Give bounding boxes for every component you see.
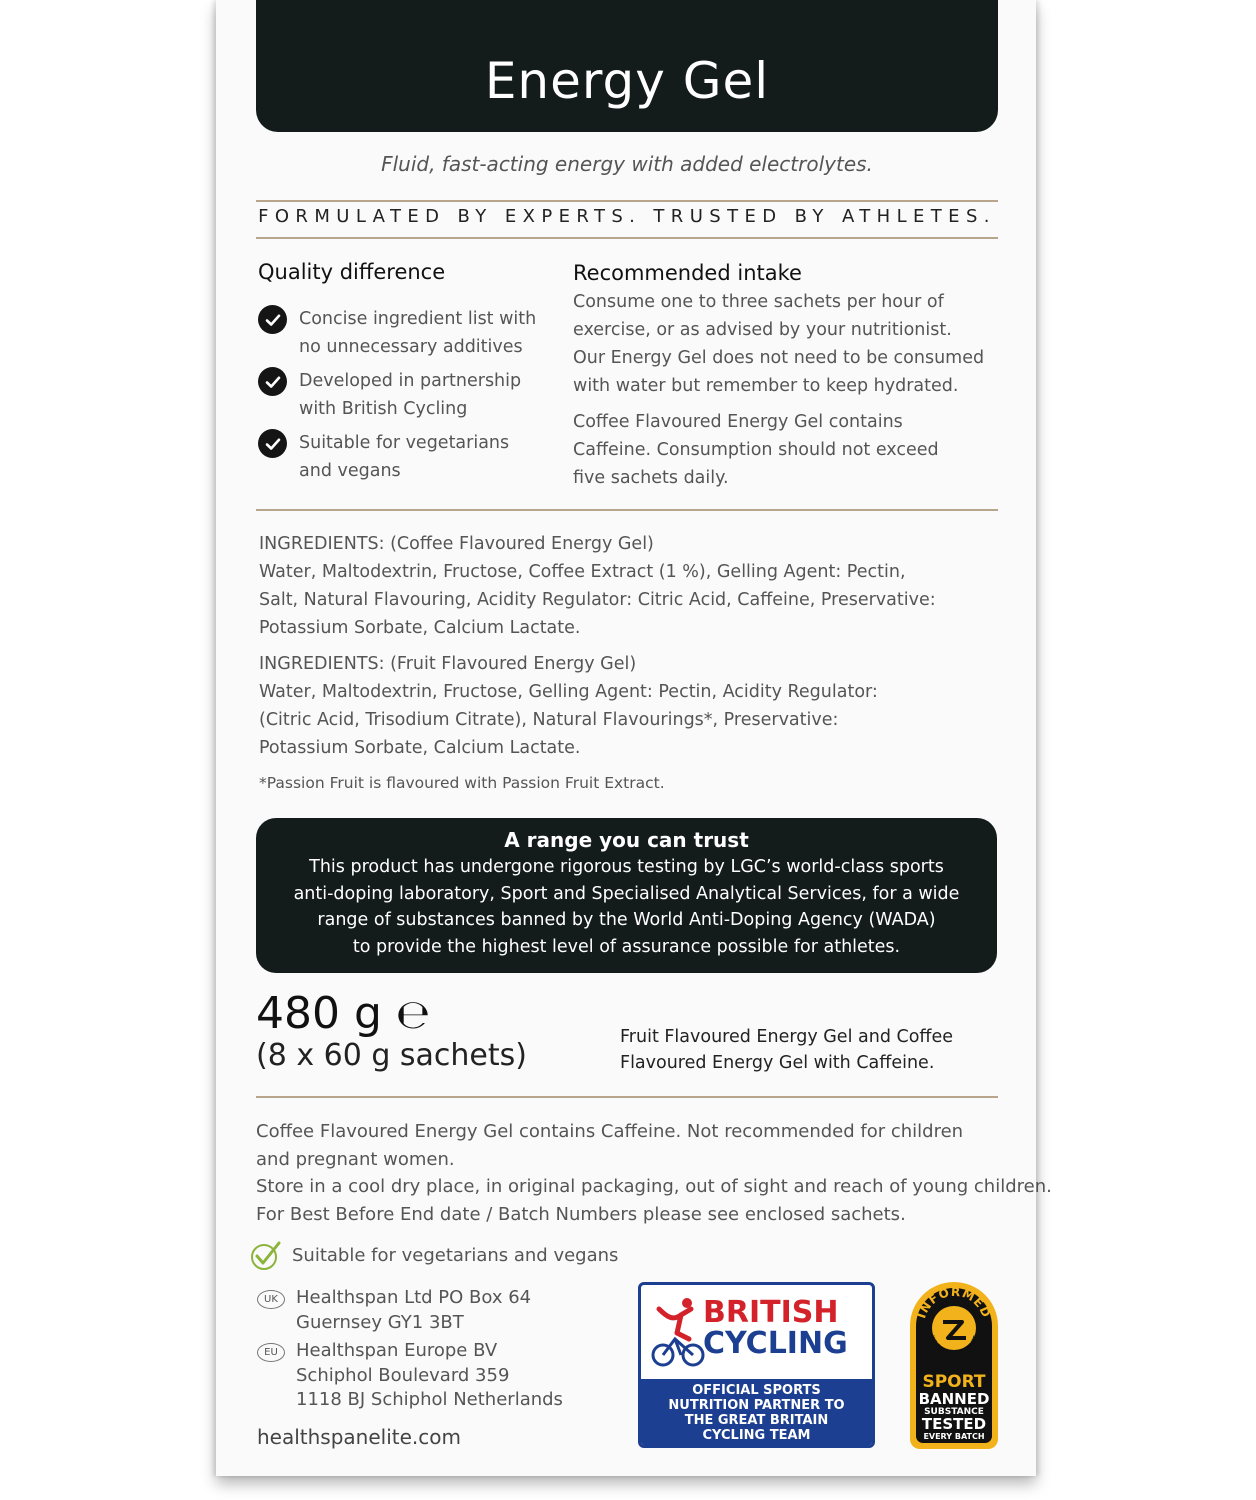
bc-line: CYCLING <box>703 1326 848 1361</box>
address-line: Schiphol Boulevard 359 <box>296 1364 510 1386</box>
bc-band-line: NUTRITION PARTNER TO <box>668 1398 845 1413</box>
sachet-count: (8 x 60 g sachets) <box>256 1038 527 1073</box>
variant-description <box>620 1024 953 1076</box>
british-cycling-badge <box>638 1282 875 1448</box>
intake-line: Consume one to three sachets per hour of <box>573 292 944 312</box>
informed-sport-emblem <box>910 1282 998 1372</box>
address-line: 1118 BJ Schiphol Netherlands <box>296 1389 563 1410</box>
intake-line: five sachets daily. <box>573 468 729 488</box>
veg-note: Suitable for vegetarians and vegans <box>292 1245 619 1266</box>
address-line: Guernsey GY1 3BT <box>296 1311 464 1333</box>
bc-band-line: OFFICIAL SPORTS <box>692 1383 821 1398</box>
quality-item-line: no unnecessary additives <box>299 337 523 357</box>
trust-body <box>256 854 997 960</box>
eu-address <box>296 1339 563 1413</box>
trust-line: anti-doping laboratory, Sport and Specialised Analytical Services, for a wide <box>293 883 960 904</box>
british-cycling-band <box>641 1379 872 1448</box>
warning-line: For Best Before End date / Batch Numbers please see enclosed sachets. <box>256 1203 906 1225</box>
informed-motto: WE TEST · YOU TRUST <box>928 1335 980 1357</box>
estimated-sign-icon: ℮ <box>395 992 431 1038</box>
warnings <box>256 1118 1052 1228</box>
variant-line: Flavoured Energy Gel with Caffeine. <box>620 1053 935 1073</box>
quality-item-line: Concise ingredient list with <box>299 309 537 329</box>
informed-arc-text: INFORMED <box>914 1284 994 1321</box>
ingredients-line: Salt, Natural Flavouring, Acidity Regulator: Citric Acid, Caffeine, Preservative: <box>259 590 936 610</box>
quality-item <box>258 367 549 423</box>
cyclist-icon <box>651 1295 705 1371</box>
net-weight-value: 480 g <box>256 988 382 1039</box>
bc-band-line: THE GREAT BRITAIN <box>684 1413 829 1428</box>
product-title: Energy Gel <box>484 52 770 110</box>
address-line: Healthspan Europe BV <box>296 1340 498 1361</box>
checkmark-icon <box>258 367 287 396</box>
intake-line: with water but remember to keep hydrated. <box>573 376 959 396</box>
veg-check-icon <box>250 1240 282 1272</box>
ingredients-fruit <box>259 650 999 762</box>
ingredients-line: INGREDIENTS: (Fruit Flavoured Energy Gel) <box>259 654 637 674</box>
quality-item-line: with British Cycling <box>299 399 468 419</box>
checkmark-icon <box>258 305 287 334</box>
intake-paragraph <box>573 288 984 400</box>
tagline: Fluid, fast-acting energy with added electrolytes. <box>381 152 873 176</box>
informed-sport-badge <box>910 1282 998 1449</box>
informed-sport-label: SPORT <box>922 1372 986 1392</box>
intake-line: exercise, or as advised by your nutritionist. <box>573 320 952 340</box>
divider <box>256 509 998 511</box>
net-weight <box>256 988 430 1039</box>
trust-line: range of substances banned by the World Anti-Doping Agency (WADA) <box>317 910 936 930</box>
divider <box>256 1096 998 1098</box>
ingredients-line: (Citric Acid, Trisodium Citrate), Natural Flavourings*, Preservative: <box>259 710 839 730</box>
uk-tag: UK <box>257 1290 285 1309</box>
trust-line: This product has undergone rigorous testing by LGC’s world-class sports <box>309 857 944 877</box>
quality-item <box>258 305 549 361</box>
bc-band-line: CYCLING TEAM <box>702 1428 811 1443</box>
variant-line: Fruit Flavoured Energy Gel and Coffee <box>620 1027 954 1047</box>
british-cycling-wordmark <box>703 1297 848 1359</box>
ingredients-line: Water, Maltodextrin, Fructose, Coffee Extract (1 %), Gelling Agent: Pectin, <box>259 562 906 582</box>
caffeine-paragraph <box>573 408 939 492</box>
warning-line: Coffee Flavoured Energy Gel contains Caffeine. Not recommended for children <box>256 1121 964 1142</box>
intake-heading: Recommended intake <box>573 261 802 285</box>
quality-item-line: Developed in partnership <box>299 371 522 391</box>
trust-panel <box>256 818 997 973</box>
informed-line: EVERY BATCH <box>923 1432 985 1441</box>
informed-line: BANNED <box>918 1390 990 1408</box>
checkmark-icon <box>258 429 287 458</box>
uk-address <box>296 1286 531 1335</box>
quality-item-line: Suitable for vegetarians <box>299 433 510 453</box>
informed-banned-text <box>910 1392 998 1442</box>
ingredients-footnote: *Passion Fruit is flavoured with Passion Fruit Extract. <box>259 774 665 792</box>
ingredients-line: INGREDIENTS: (Coffee Flavoured Energy Gel) <box>259 534 654 554</box>
ingredients-line: Water, Maltodextrin, Fructose, Gelling Agent: Pectin, Acidity Regulator: <box>259 682 878 702</box>
quality-item-line: and vegans <box>299 461 401 481</box>
intake-line: Coffee Flavoured Energy Gel contains <box>573 412 903 432</box>
quality-item <box>258 429 549 485</box>
bc-line: BRITISH <box>703 1295 839 1330</box>
divider <box>256 237 998 239</box>
title-banner <box>256 0 998 132</box>
informed-line: TESTED <box>921 1415 987 1433</box>
divider <box>256 200 998 202</box>
eu-tag: EU <box>257 1343 285 1362</box>
ingredients-coffee <box>259 530 999 642</box>
warning-line: Store in a cool dry place, in original packaging, out of sight and reach of young children. <box>256 1176 1052 1197</box>
trust-title: A range you can trust <box>504 828 749 852</box>
strapline: FORMULATED BY EXPERTS. TRUSTED BY ATHLETES. <box>258 206 996 227</box>
ingredients-line: Potassium Sorbate, Calcium Lactate. <box>259 618 581 638</box>
intake-line: Caffeine. Consumption should not exceed <box>573 440 939 460</box>
quality-heading: Quality difference <box>258 260 446 284</box>
warning-line: and pregnant women. <box>256 1148 455 1170</box>
website-url: healthspanelite.com <box>257 1425 461 1449</box>
ingredients-line: Potassium Sorbate, Calcium Lactate. <box>259 738 581 758</box>
informed-line: SUBSTANCE <box>924 1407 984 1417</box>
address-line: Healthspan Ltd PO Box 64 <box>296 1287 532 1308</box>
trust-line: to provide the highest level of assurance possible for athletes. <box>352 936 901 957</box>
intake-line: Our Energy Gel does not need to be consumed <box>573 348 985 368</box>
